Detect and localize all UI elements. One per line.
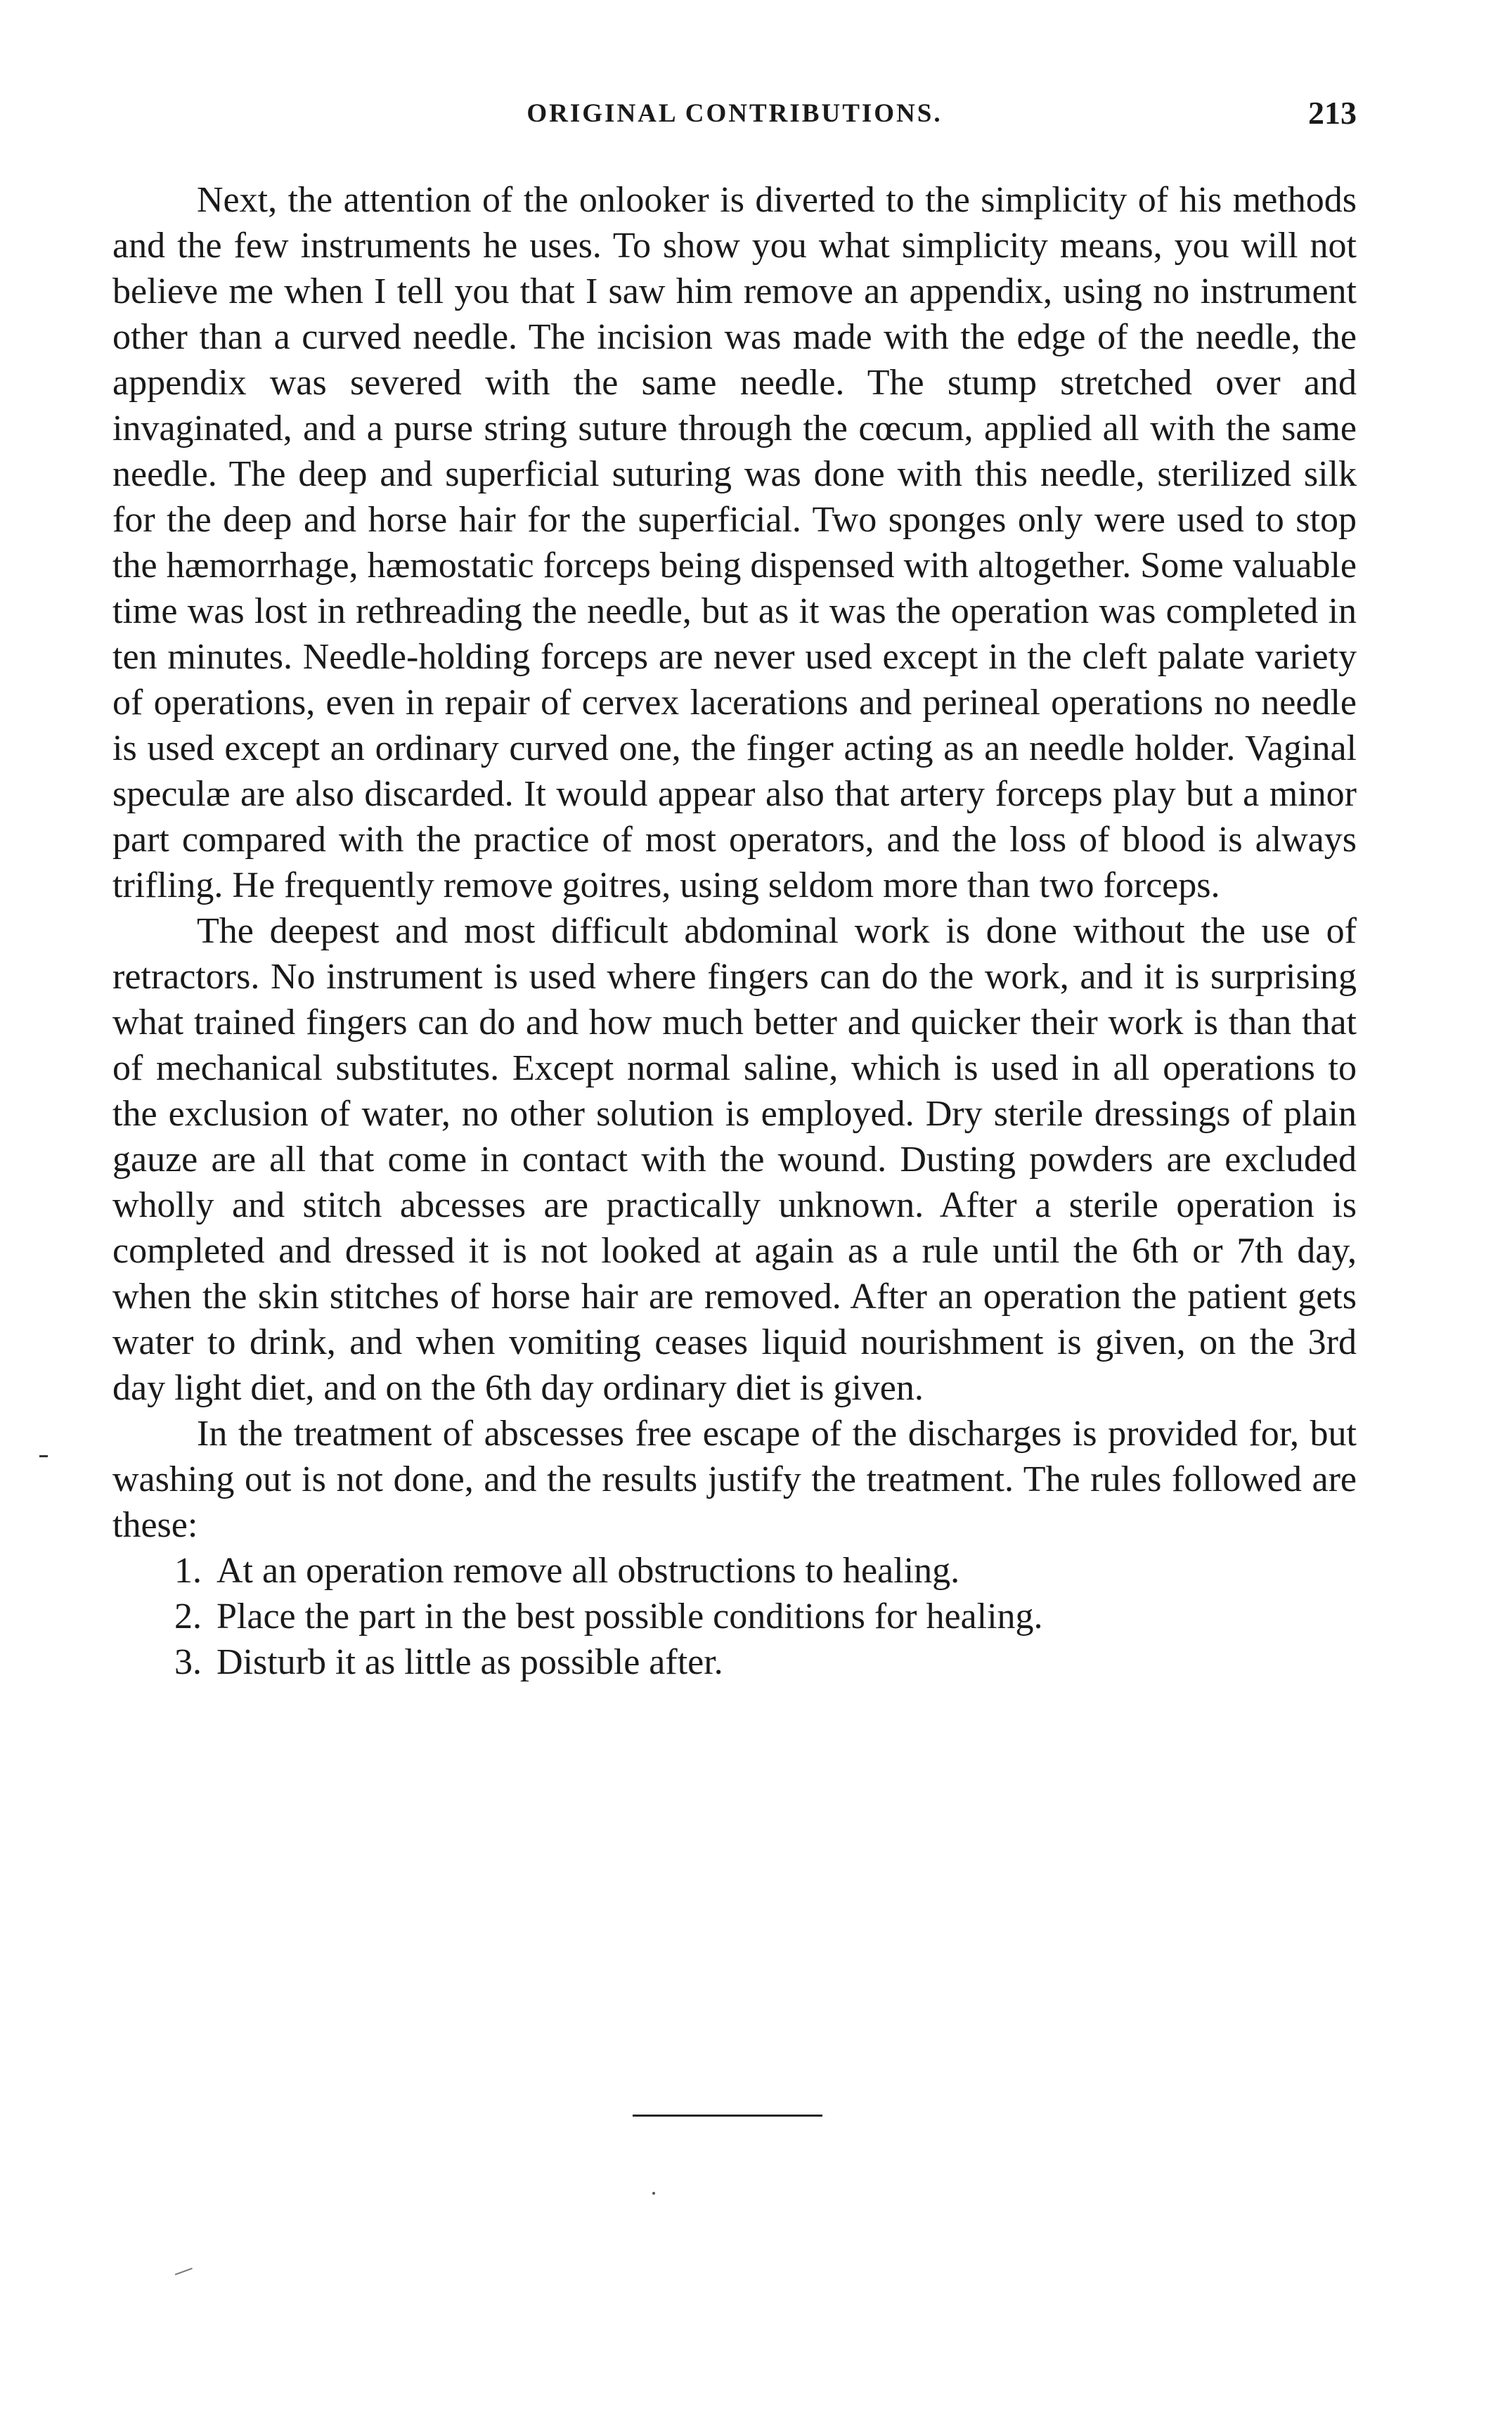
list-item-text: Disturb it as little as possible after.: [217, 1642, 723, 1682]
page-header: [112, 95, 1357, 141]
list-item: [112, 1594, 1357, 1639]
list-item: [112, 1639, 1357, 1685]
list-item-number: 2.: [174, 1596, 202, 1637]
section-end-rule: [633, 2115, 822, 2117]
page-number: 213: [1308, 95, 1357, 131]
list-item-text: Place the part in the best possible conditions for healing.: [217, 1596, 1043, 1637]
margin-mark: [39, 1455, 48, 1457]
rules-list: [112, 1548, 1357, 1685]
print-speck: [652, 2192, 655, 2195]
list-item: [112, 1548, 1357, 1594]
paragraph: The deepest and most difficult abdominal work is done without the use of retractors. No instrument is used where fingers can do the work, and it is surprising what trained fingers can do and how much better and quicker their work is than that of mechanical substitutes. Except normal saline, which is used in all operations to the exclusion of water, no other solution is employed. Dry sterile dressings of plain gauze are all that come in contact with the wound. Dusting powders are excluded wholly and stitch abcesses are practically unknown. After a sterile operation is completed and dressed it is not looked at again as a rule until the 6th or 7th day, when the skin stitches of horse hair are removed. After an operation the patient gets water to drink, and when vomiting ceases liquid nourishment is given, on the 3rd day light diet, and on the 6th day ordinary diet is given.: [112, 911, 1357, 1408]
running-title: ORIGINAL CONTRIBUTIONS.: [526, 99, 943, 128]
paragraph: Next, the attention of the onlooker is diverted to the simplicity of his methods and the few instruments he uses. To show you what simplicity means, you will not believe me when I tell you that I saw him remove an appendix, using no instrument other than a curved needle. The incision was made with the edge of the needle, the appendix was severed with the same needle. The stump stretched over and invaginated, and a purse string suture through the cœcum, applied all with the same needle. The deep and superficial suturing was done with this needle, sterilized silk for the deep and horse hair for the superficial. Two sponges only were used to stop the hæmorrhage, hæmostatic forceps being dispensed with altogether. Some valuable time was lost in rethreading the needle, but as it was the operation was completed in ten minutes. Needle-holding forceps are never used except in the cleft palate variety of operations, even in repair of cervex lacerations and perineal operations no needle is used except an ordinary curved one, the finger acting as an needle holder. Vaginal speculæ are also discarded. It would appear also that artery forceps play but a minor part compared with the practice of most operators, and the loss of blood is always trifling. He frequently remove goitres, using seldom more than two forceps.: [112, 180, 1357, 905]
list-item-number: 1.: [174, 1551, 202, 1591]
paragraph: In the treatment of abscesses free escape of the discharges is provided for, but washing out is not done, and the results justify the treatment. The rules followed are these:: [112, 1414, 1357, 1545]
print-speck: [175, 2268, 195, 2282]
list-item-number: 3.: [174, 1642, 202, 1682]
body-text: [112, 177, 1357, 1685]
list-item-text: At an operation remove all obstructions to healing.: [217, 1551, 960, 1591]
